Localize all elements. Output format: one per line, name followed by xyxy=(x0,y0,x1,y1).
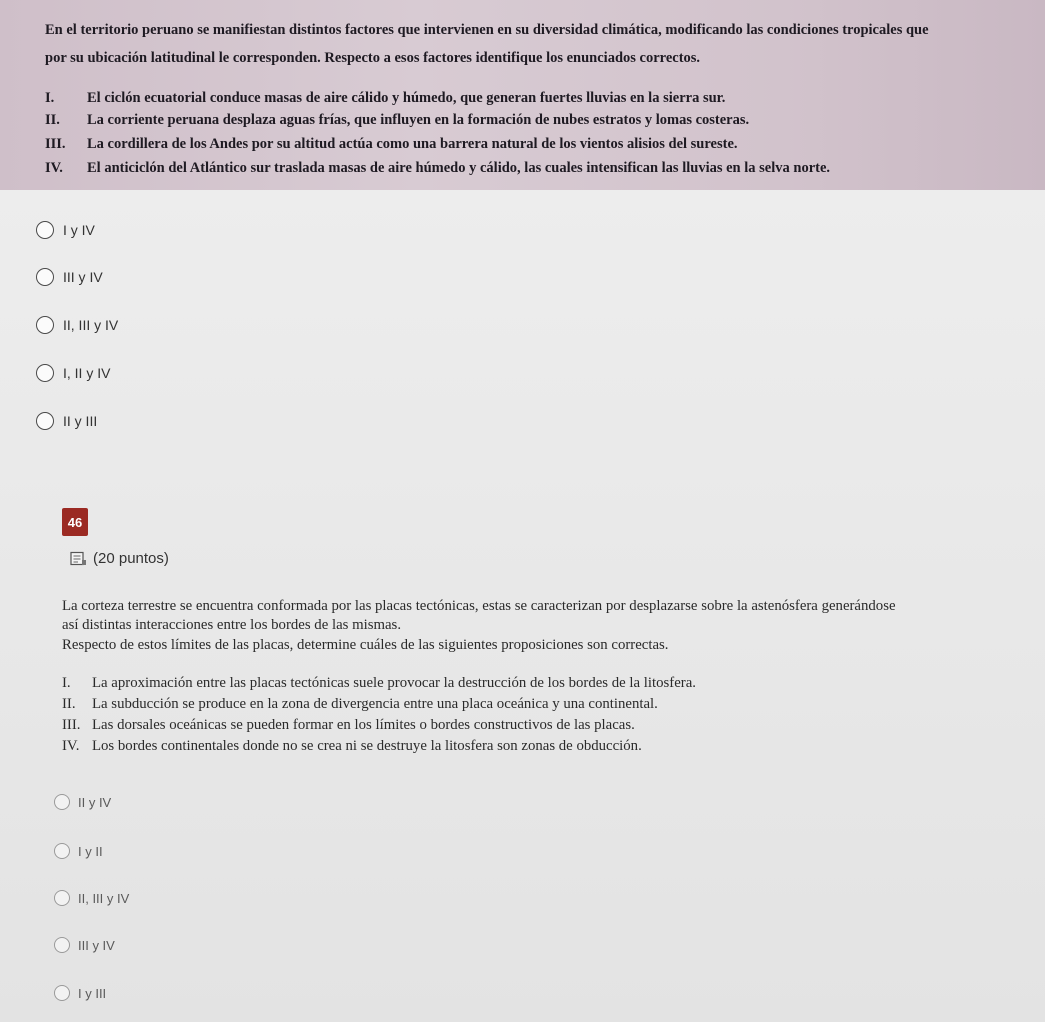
statement-text: El anticiclón del Atlántico sur traslada masas de aire húmedo y cálido, las cuales intensifican las lluvias en la selva norte. xyxy=(87,160,831,176)
question-1-stem-line: En el territorio peruano se manifiestan distintos factores que intervienen en su diversidad climática, modificando las condiciones tropicales que xyxy=(45,22,929,38)
question-1-option[interactable] xyxy=(36,219,95,241)
radio-button[interactable] xyxy=(36,316,54,334)
radio-button[interactable] xyxy=(36,268,54,286)
question-2-stem-line: así distintas interacciones entre los bordes de las mismas. xyxy=(62,617,402,633)
statement-text: Las dorsales oceánicas se pueden formar en los límites o bordes constructivos de las placas. xyxy=(92,717,635,733)
question-number-badge: 46 xyxy=(62,508,88,536)
radio-button[interactable] xyxy=(54,794,70,810)
radio-button[interactable] xyxy=(36,364,54,382)
option-label: I y II xyxy=(78,843,103,859)
radio-button[interactable] xyxy=(54,890,70,906)
radio-button[interactable] xyxy=(54,985,70,1001)
question-2-statement xyxy=(62,674,962,692)
question-2-option[interactable] xyxy=(54,982,106,1004)
statement-numeral: I. xyxy=(45,90,55,106)
statement-numeral: IV. xyxy=(45,160,63,176)
statement-text: El ciclón ecuatorial conduce masas de aire cálido y húmedo, que generan fuertes lluvias en la sierra sur. xyxy=(87,90,726,106)
option-label: II, III y IV xyxy=(78,890,130,906)
statement-text: La subducción se produce en la zona de divergencia entre una placa oceánica y una continental. xyxy=(92,696,658,712)
radio-button[interactable] xyxy=(36,221,54,239)
statement-numeral: II. xyxy=(62,696,76,712)
question-2-stem-line: Respecto de estos límites de las placas, determine cuáles de las siguientes proposiciones son correctas. xyxy=(62,637,669,653)
question-2-statement xyxy=(62,695,962,713)
option-label: I y III xyxy=(78,985,107,1001)
question-1-statement xyxy=(45,111,1005,129)
question-1-option[interactable] xyxy=(36,410,97,432)
option-label: I, II y IV xyxy=(63,365,111,381)
statement-numeral: III. xyxy=(62,717,81,733)
question-1-statement xyxy=(45,89,1005,107)
radio-button[interactable] xyxy=(36,412,54,430)
statement-numeral: II. xyxy=(45,112,60,128)
option-label: II, III y IV xyxy=(63,317,119,333)
points-row xyxy=(70,547,169,569)
question-1-stem-line: por su ubicación latitudinal le corresponden. Respecto a esos factores identifique los enunciados correctos. xyxy=(45,50,701,66)
question-1-statement xyxy=(45,135,1005,153)
statement-text: La aproximación entre las placas tectónicas suele provocar la destrucción de los bordes de la litosfera. xyxy=(92,675,696,691)
question-2-option[interactable] xyxy=(54,887,129,909)
question-1-option[interactable] xyxy=(36,362,110,384)
question-2-option[interactable] xyxy=(54,840,103,862)
option-label: II y IV xyxy=(78,794,112,810)
statement-text: Los bordes continentales donde no se crea ni se destruye la litosfera son zonas de obducción. xyxy=(92,738,642,754)
option-label: III y IV xyxy=(63,269,103,285)
option-label: I y IV xyxy=(63,222,95,238)
question-2-statement xyxy=(62,716,962,734)
statement-numeral: I. xyxy=(62,675,71,691)
question-1-statement xyxy=(45,159,1005,177)
question-1-option[interactable] xyxy=(36,314,118,336)
option-label: II y III xyxy=(63,413,98,429)
question-2-stem-line: La corteza terrestre se encuentra conformada por las placas tectónicas, estas se caracterizan por desplazarse sobre la astenósfera generándose xyxy=(62,598,896,614)
option-label: III y IV xyxy=(78,937,115,953)
question-1-option[interactable] xyxy=(36,266,103,288)
question-2-option[interactable] xyxy=(54,791,111,813)
points-label: (20 puntos) xyxy=(93,549,169,567)
statement-text: La cordillera de los Andes por su altitud actúa como una barrera natural de los vientos alisios del sureste. xyxy=(87,136,738,152)
statement-numeral: IV. xyxy=(62,738,80,754)
statement-numeral: III. xyxy=(45,136,66,152)
radio-button[interactable] xyxy=(54,937,70,953)
statement-text: La corriente peruana desplaza aguas frías, que influyen en la formación de nubes estratos y lomas costeras. xyxy=(87,112,750,128)
question-2-statement xyxy=(62,737,962,755)
radio-button[interactable] xyxy=(54,843,70,859)
notepad-icon xyxy=(70,551,87,566)
question-2-option[interactable] xyxy=(54,934,115,956)
